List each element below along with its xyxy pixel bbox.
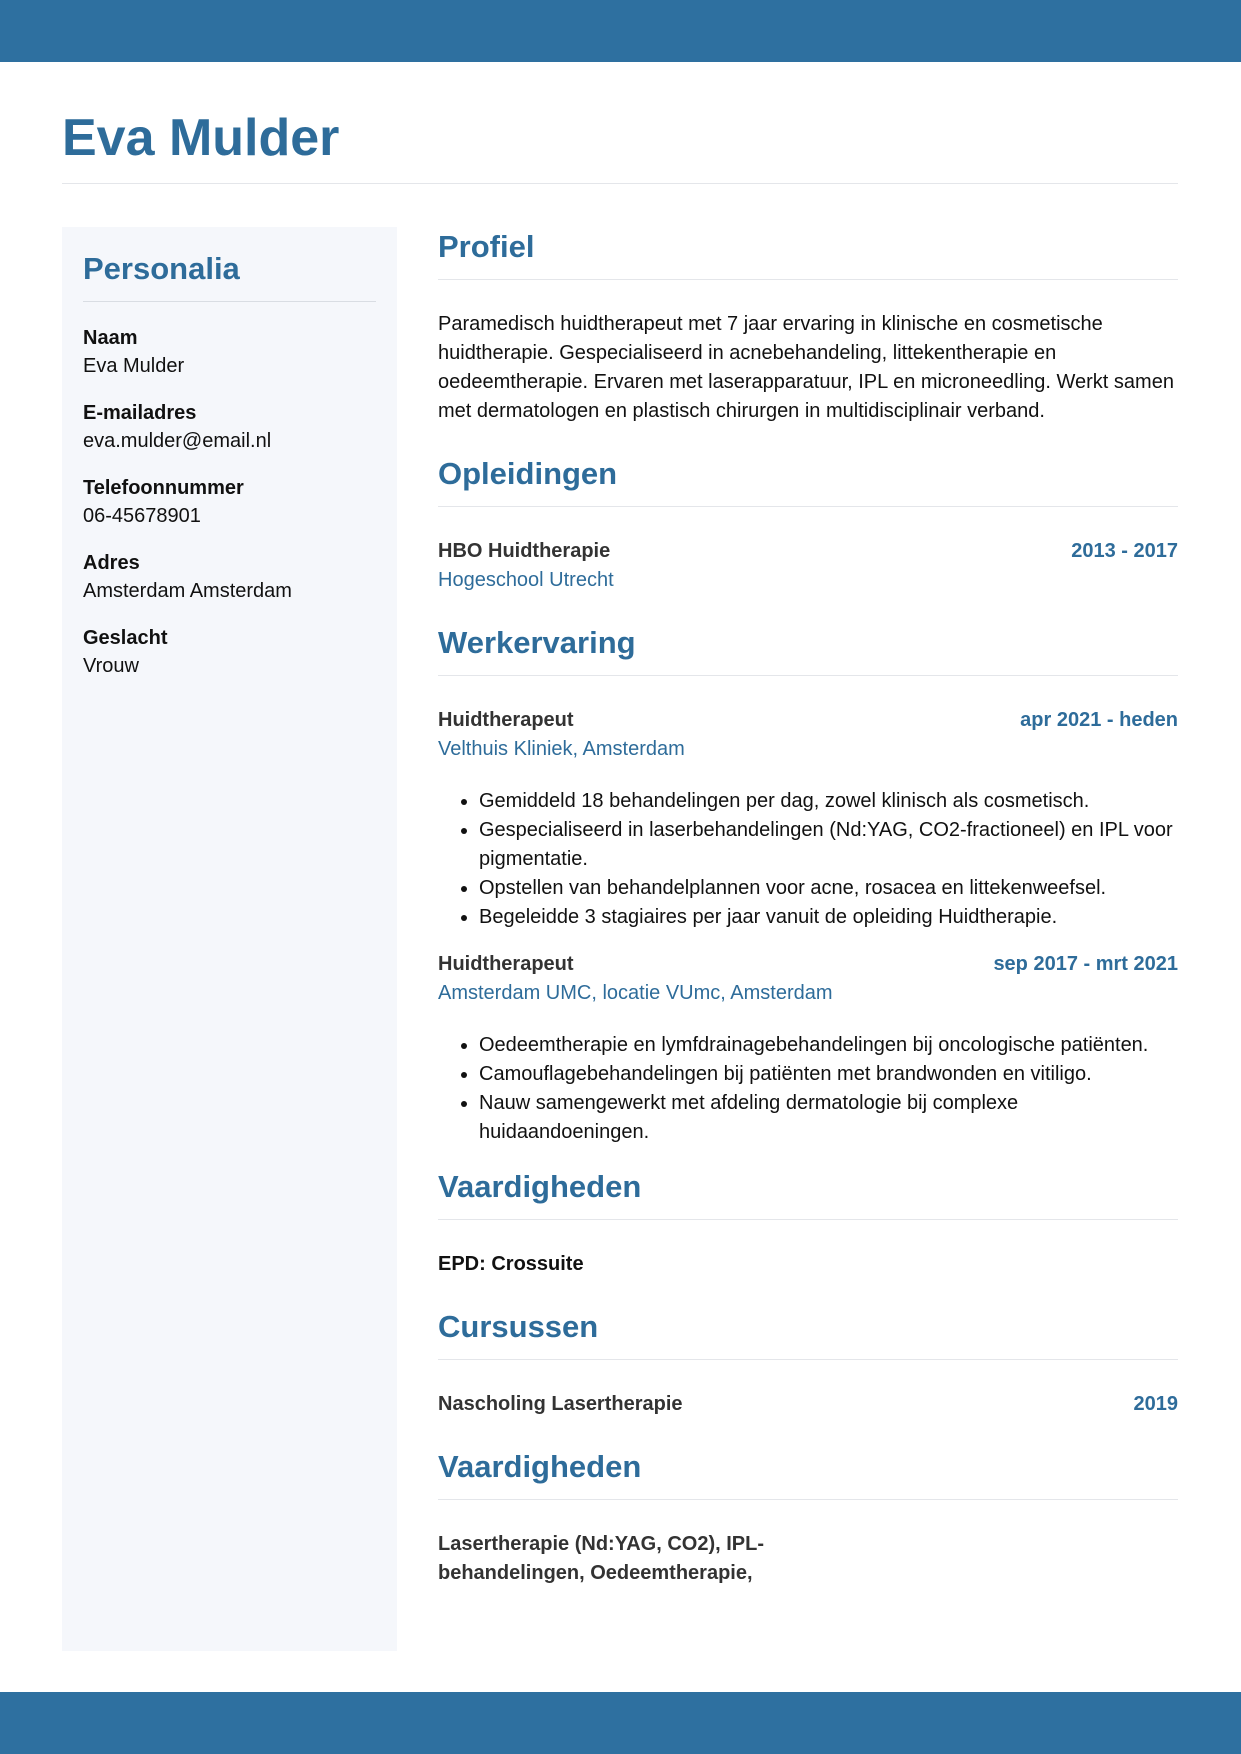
field-value: 06-45678901 xyxy=(83,505,201,527)
section-vaardigheden xyxy=(438,1165,1178,1279)
bullet-item: • Gespecialiseerd in laserbehandelingen (Nd:YAG, CO2-fractioneel) en IPL voor pigmentatie. xyxy=(479,816,1178,874)
field-label: Adres xyxy=(83,552,140,574)
section-title: Profiel xyxy=(438,229,535,264)
entry-date: apr 2021 - heden xyxy=(1020,709,1178,731)
main-content xyxy=(438,225,1178,1614)
entry-date: 2013 - 2017 xyxy=(1071,540,1178,562)
section-profiel xyxy=(438,225,1178,426)
bottom-banner xyxy=(0,1692,1241,1754)
section-title: Cursussen xyxy=(438,1309,599,1344)
course-entry xyxy=(438,1390,1178,1419)
entry-organization: Hogeschool Utrecht xyxy=(438,569,614,591)
entry-date: sep 2017 - mrt 2021 xyxy=(993,953,1178,975)
work-entry xyxy=(438,950,1178,1147)
field-value: Vrouw xyxy=(83,655,139,677)
field-label: Telefoonnummer xyxy=(83,477,244,499)
skill-text: Lasertherapie (Nd:YAG, CO2), IPL-behandelingen, Oedeemtherapie, xyxy=(438,1533,764,1584)
entry-title: Nascholing Lasertherapie xyxy=(438,1393,683,1415)
section-divider xyxy=(438,1499,1178,1500)
section-divider xyxy=(438,1219,1178,1220)
bullet-item: • Oedeemtherapie en lymfdrainagebehandelingen bij oncologische patiënten. xyxy=(479,1031,1178,1060)
field-label: E-mailadres xyxy=(83,402,197,424)
field-value: Amsterdam Amsterdam xyxy=(83,580,292,602)
field-label: Geslacht xyxy=(83,627,168,649)
profile-text: Paramedisch huidtherapeut met 7 jaar ervaring in klinische en cosmetische huidtherapie. Gespecialiseerd in acnebehandeling, littekentherapie en oedeemtherapie. Ervaren met laserapparatuur, IPL en microneedling. Werkt samen met dermatologen en plastisch chirurgen in multidisciplinair verband. xyxy=(438,313,1174,422)
candidate-name: Eva Mulder xyxy=(62,109,340,167)
entry-title: Huidtherapeut xyxy=(438,953,574,975)
field-label: Naam xyxy=(83,327,138,349)
name-divider xyxy=(62,183,1178,184)
field-value: eva.mulder@email.nl xyxy=(83,430,272,452)
section-title: Werkervaring xyxy=(438,625,636,660)
field-adres xyxy=(83,549,376,605)
education-entry xyxy=(438,537,1178,595)
entry-bullets xyxy=(438,1031,1178,1147)
bullet-item: • Nauw samengewerkt met afdeling dermatologie bij complexe huidaandoeningen. xyxy=(479,1089,1178,1147)
entry-title: HBO Huidtherapie xyxy=(438,540,611,562)
personalia-sidebar xyxy=(62,227,397,1651)
section-divider xyxy=(438,1359,1178,1360)
field-email xyxy=(83,399,376,455)
section-werkervaring xyxy=(438,621,1178,1147)
bullet-item: • Gemiddeld 18 behandelingen per dag, zowel klinisch als cosmetisch. xyxy=(479,787,1178,816)
skill-text: EPD: Crossuite xyxy=(438,1253,584,1275)
top-banner xyxy=(0,0,1241,62)
entry-organization: Amsterdam UMC, locatie VUmc, Amsterdam xyxy=(438,982,833,1004)
section-divider xyxy=(438,675,1178,676)
section-vaardigheden-2 xyxy=(438,1445,1178,1588)
bullet-item: • Camouflagebehandelingen bij patiënten met brandwonden en vitiligo. xyxy=(479,1060,1178,1089)
bullet-item: • Opstellen van behandelplannen voor acne, rosacea en littekenweefsel. xyxy=(479,874,1178,903)
bullet-item: • Begeleidde 3 stagiaires per jaar vanuit de opleiding Huidtherapie. xyxy=(479,903,1178,932)
section-title: Vaardigheden xyxy=(438,1169,642,1204)
personalia-divider xyxy=(83,301,376,302)
section-divider xyxy=(438,279,1178,280)
field-telefoon xyxy=(83,474,376,530)
personalia-title: Personalia xyxy=(83,251,240,286)
section-opleidingen xyxy=(438,452,1178,595)
section-cursussen xyxy=(438,1305,1178,1419)
section-title: Vaardigheden xyxy=(438,1449,642,1484)
entry-date: 2019 xyxy=(1133,1393,1178,1415)
section-title: Opleidingen xyxy=(438,456,618,491)
entry-organization: Velthuis Kliniek, Amsterdam xyxy=(438,738,685,760)
field-value: Eva Mulder xyxy=(83,355,185,377)
section-divider xyxy=(438,506,1178,507)
work-entry xyxy=(438,706,1178,932)
field-geslacht xyxy=(83,624,376,680)
entry-bullets xyxy=(438,787,1178,932)
field-naam xyxy=(83,324,376,380)
entry-title: Huidtherapeut xyxy=(438,709,574,731)
